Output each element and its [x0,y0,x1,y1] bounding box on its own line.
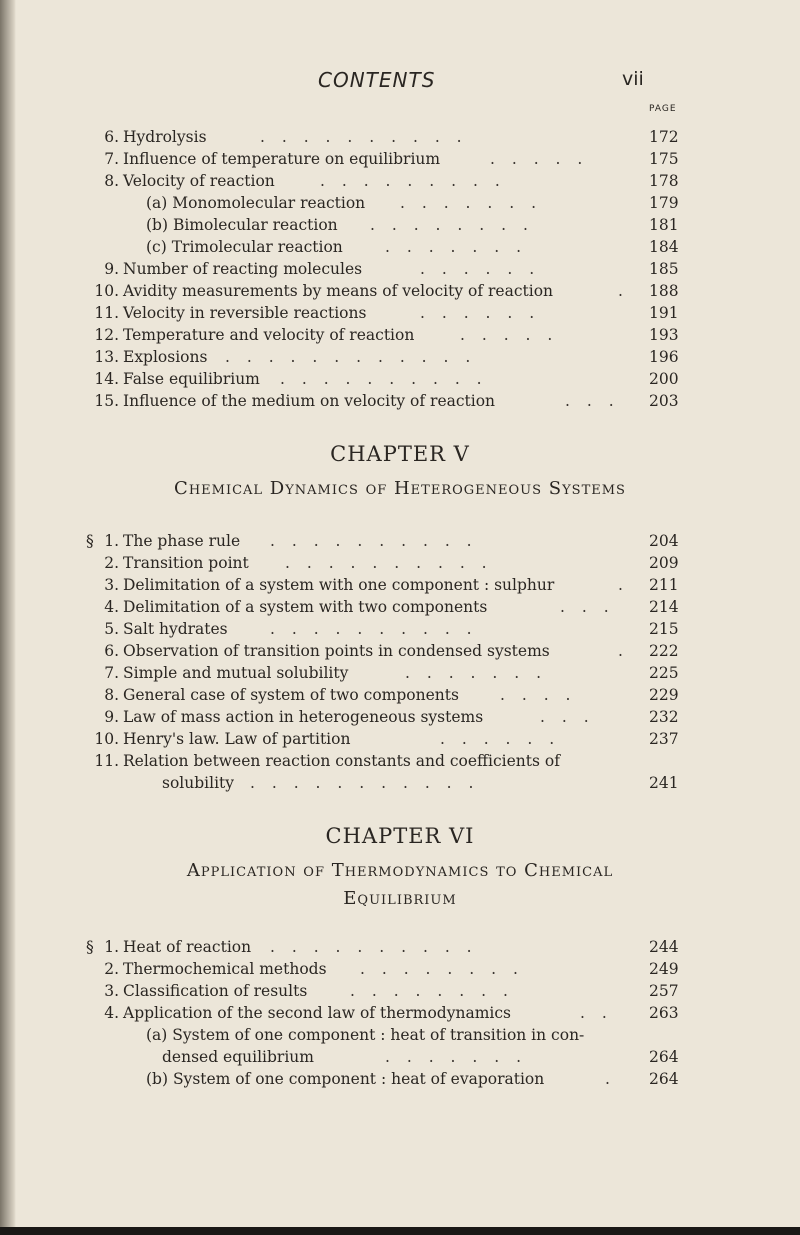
page-number: vii [622,68,644,90]
toc-entry: 15. Influence of the medium on velocity of reaction . . . 203 [94,392,679,410]
toc-entry: § 1. The phase rule . . . . . . . . . . 204 [86,532,679,550]
chapter-heading: CHAPTER V [330,442,470,466]
toc-entry: 12. Temperature and velocity of reaction . . . . . 193 [94,326,679,344]
chapter-heading: CHAPTER VI [325,824,475,848]
toc-entry: 11. Relation between reaction constants and coefficients of [94,752,560,770]
toc-entry: (a) Monomolecular reaction . . . . . . . 179 [146,194,679,212]
toc-entry: 3. Delimitation of a system with one component : sulphur . 211 [104,576,679,594]
section-mark: § [86,532,94,550]
toc-entry: § 1. Heat of reaction . . . . . . . . . . 244 [86,938,679,956]
toc-entry: 4. Application of the second law of thermodynamics . . 263 [104,1004,679,1022]
toc-entry: 8. General case of system of two components . . . . 229 [104,686,679,704]
toc-entry: 10. Avidity measurements by means of velocity of reaction . 188 [94,282,679,300]
toc-entry: 6. Hydrolysis . . . . . . . . . . 172 [104,128,679,146]
toc-entry: 5. Salt hydrates . . . . . . . . . . 215 [104,620,679,638]
toc-entry: (b) System of one component : heat of evaporation . 264 [146,1070,679,1088]
toc-entry: 6. Observation of transition points in condensed systems . 222 [104,642,679,660]
page-column-label: PAGE [649,104,677,114]
section-mark: § [86,938,94,956]
toc-entry: 7. Influence of temperature on equilibrium . . . . . 175 [104,150,679,168]
toc-entry: (b) Bimolecular reaction . . . . . . . . 181 [146,216,679,234]
toc-entry: (c) Trimolecular reaction . . . . . . . 184 [146,238,679,256]
toc-entry: 2. Transition point . . . . . . . . . . 209 [104,554,679,572]
toc-entry: 13. Explosions . . . . . . . . . . . . 196 [94,348,679,366]
toc-entry: 7. Simple and mutual solubility . . . . . . . 225 [104,664,679,682]
page-bottom-edge [0,1227,800,1235]
toc-entry: (a) System of one component : heat of transition in con- [146,1026,585,1044]
toc-entry: 9. Number of reacting molecules . . . . . . 185 [104,260,679,278]
toc-entry: 2. Thermochemical methods . . . . . . . . 249 [104,960,679,978]
toc-entry: solubility . . . . . . . . . . . 241 [162,774,679,792]
running-head [0,68,800,98]
toc-entry: 14. False equilibrium . . . . . . . . . . 200 [94,370,679,388]
toc-entry: 8. Velocity of reaction . . . . . . . . . 178 [104,172,679,190]
running-head-title: CONTENTS [318,68,436,92]
chapter-subtitle: Chemical Dynamics of Heterogeneous Systems [174,478,626,499]
toc-entry: densed equilibrium . . . . . . . 264 [162,1048,679,1066]
toc-entry: 10. Henry's law. Law of partition . . . . . . 237 [94,730,679,748]
toc-entry: 9. Law of mass action in heterogeneous systems . . . 232 [104,708,679,726]
toc-entry: 4. Delimitation of a system with two components . . . 214 [104,598,679,616]
toc-entry: 3. Classification of results . . . . . . . . 257 [104,982,679,1000]
toc-entry: 11. Velocity in reversible reactions . . . . . . 191 [94,304,679,322]
chapter-subtitle: Equilibrium [343,888,457,909]
chapter-subtitle: Application of Thermodynamics to Chemical [186,860,614,881]
